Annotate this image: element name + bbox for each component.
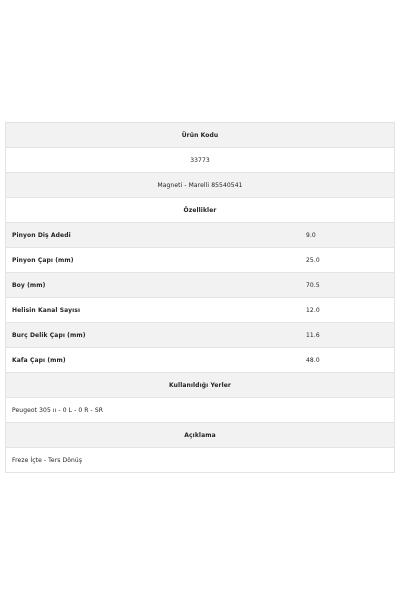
- product-code-header: Ürün Kodu: [181, 131, 219, 139]
- usage-row: [6, 398, 394, 423]
- spec-value: 70.5: [306, 281, 320, 289]
- spec-value: 48.0: [306, 356, 320, 364]
- spec-row: [6, 348, 394, 373]
- spec-name: Helisin Kanal Sayısı: [12, 306, 81, 314]
- spec-name: Burç Delik Çapı (mm): [12, 331, 86, 339]
- description-text: Freze İçte - Ters Dönüş: [12, 456, 83, 464]
- usage-header-row: [6, 373, 394, 398]
- specs-header: Özellikler: [183, 206, 217, 214]
- spec-name: Kafa Çapı (mm): [12, 356, 66, 364]
- brand-ref-row: [6, 173, 394, 198]
- spec-row: [6, 323, 394, 348]
- spec-name: Boy (mm): [12, 281, 46, 289]
- spec-value: 12.0: [306, 306, 320, 314]
- spec-name: Pinyon Çapı (mm): [12, 256, 74, 264]
- spec-value: 25.0: [306, 256, 320, 264]
- specs-header-row: [6, 198, 394, 223]
- spec-value: 9.0: [306, 231, 316, 239]
- product-code: 33773: [190, 156, 210, 164]
- spec-row: [6, 273, 394, 298]
- spec-value: 11.6: [306, 331, 320, 339]
- product-spec-table: [5, 122, 395, 473]
- product-code-row: [6, 148, 394, 173]
- spec-row: [6, 248, 394, 273]
- usage-text: Peugeot 305 ıı - 0 L - 0 R - SR: [12, 406, 103, 414]
- spec-name: Pinyon Diş Adedi: [12, 231, 71, 239]
- description-header-row: [6, 423, 394, 448]
- usage-header: Kullanıldığı Yerler: [169, 381, 231, 389]
- brand-ref: Magneti - Marelli 85540541: [157, 181, 243, 189]
- description-row: [6, 448, 394, 473]
- spec-row: [6, 298, 394, 323]
- description-header: Açıklama: [184, 431, 216, 439]
- product-code-header-row: [6, 123, 394, 148]
- spec-row: [6, 223, 394, 248]
